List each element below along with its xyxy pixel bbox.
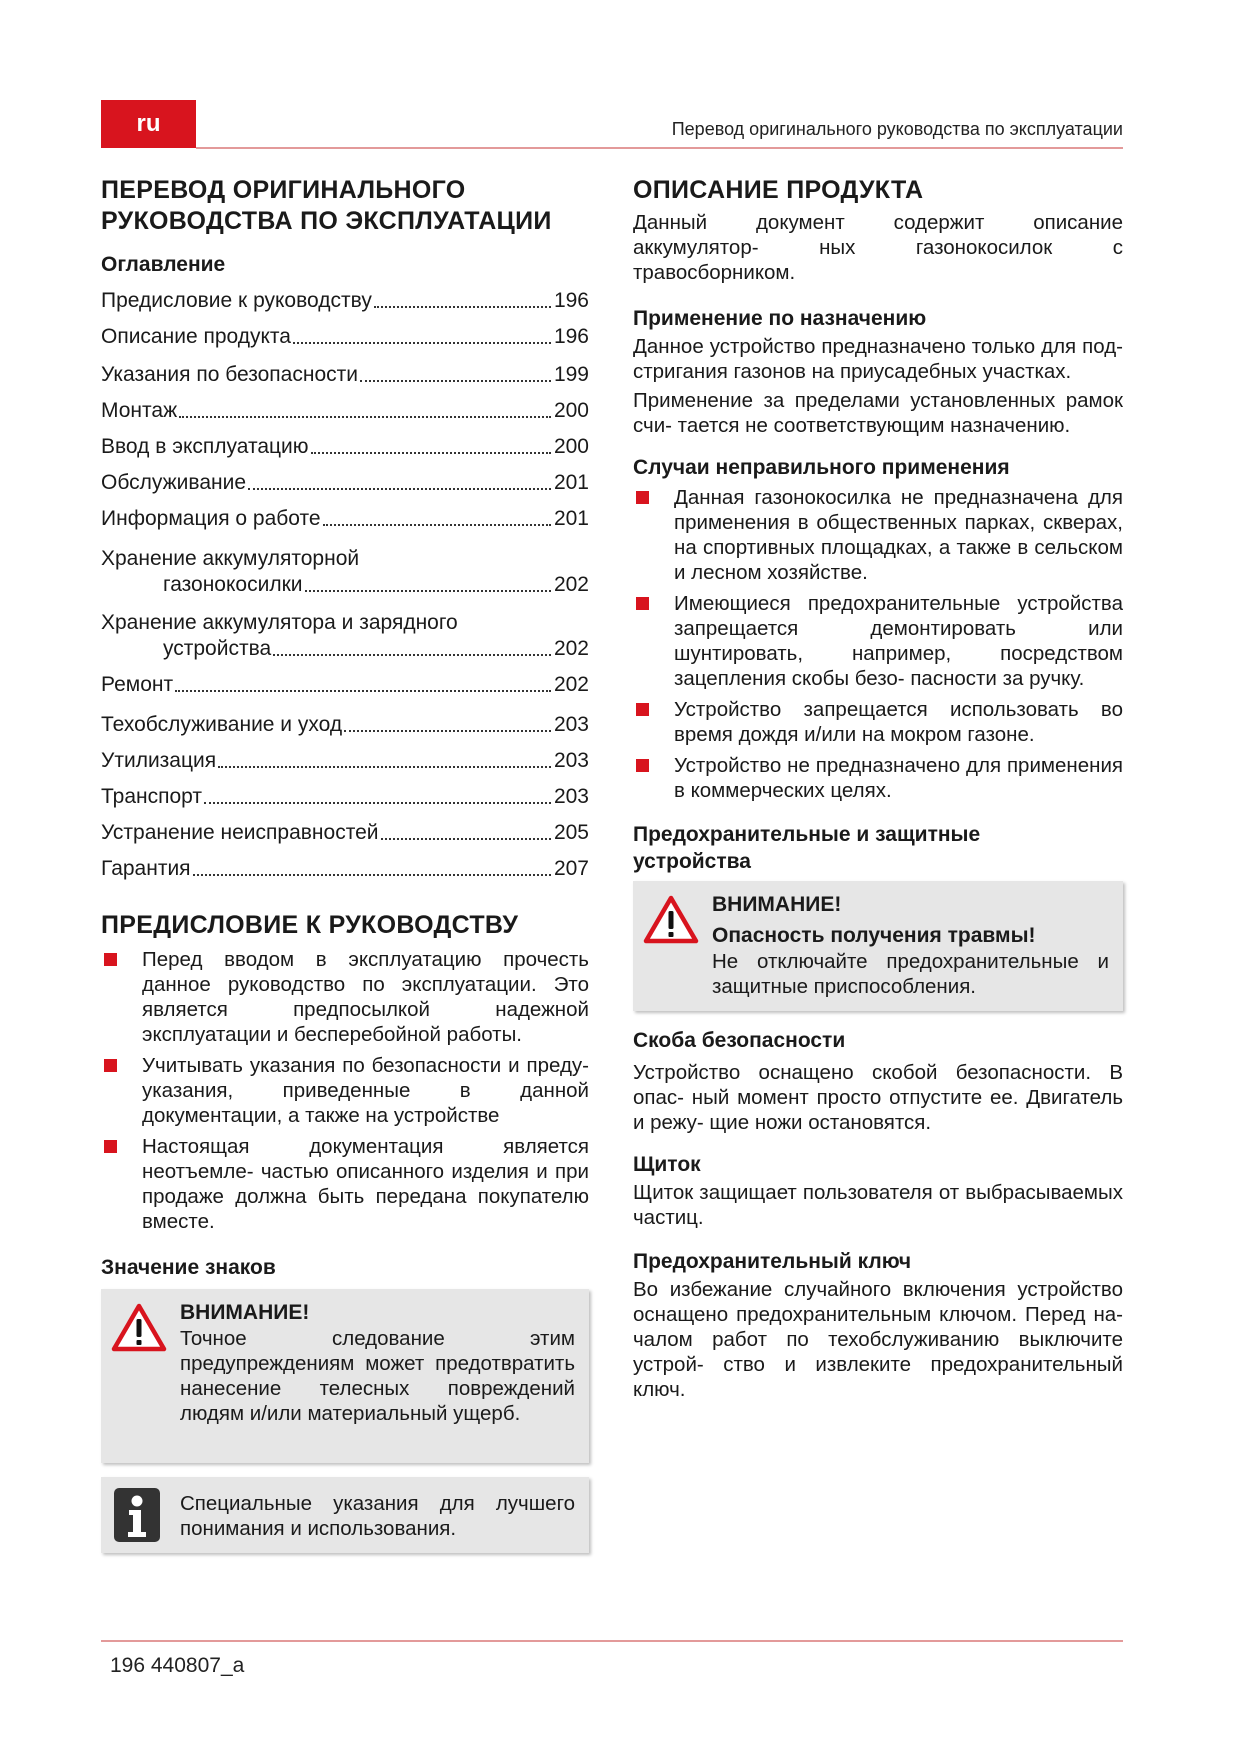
bullet-square-icon xyxy=(636,759,649,772)
toc-entry[interactable] xyxy=(101,398,589,424)
toc-entry-page: 201 xyxy=(553,471,589,494)
toc-leader xyxy=(381,838,551,840)
warning-triangle-icon xyxy=(111,1303,167,1358)
toc-leader xyxy=(175,690,551,692)
bullet-square-icon xyxy=(104,953,117,966)
toc-leader xyxy=(293,342,551,344)
list-item: Учитывать указания по безопасности и преду- указания, приведенные в данной документации, а также на устройстве xyxy=(101,1053,589,1128)
toc-entry-page: 202 xyxy=(553,573,589,596)
toc-entry-title: Описание продукта xyxy=(101,325,291,348)
signs-heading: Значение знаков xyxy=(101,1256,276,1279)
toc-entry-title: Предисловие к руководству xyxy=(101,289,372,312)
toc-entry-title: Техобслуживание и уход xyxy=(101,713,343,736)
toc-entry[interactable] xyxy=(101,470,589,496)
shield-text: Щиток защищает пользователя от выбрасываемых частиц. xyxy=(633,1181,1123,1229)
toc-entry-page: 202 xyxy=(553,637,589,660)
toc-entry-title: Устранение неисправностей xyxy=(101,821,379,844)
toc-entry[interactable] xyxy=(101,784,589,810)
toc-entry-page: 205 xyxy=(553,821,589,844)
list-item: Устройство запрещается использовать во время дождя и/или на мокром газоне. xyxy=(633,697,1123,747)
toc-entry-page: 196 xyxy=(553,325,589,348)
safety-key-text: Во избежание случайного включения устройство оснащено предохранительным ключом. Перед на- чалом работ по техобслуживанию выключите устрой- ство и извлеките предохранительный ключ. xyxy=(633,1278,1123,1401)
toc-entry-page: 207 xyxy=(553,857,589,880)
warning-title: ВНИМАНИЕ! xyxy=(712,893,842,916)
toc-entry-title: Ввод в эксплуатацию xyxy=(101,435,309,458)
toc-entry[interactable] xyxy=(101,610,589,662)
info-notice xyxy=(101,1477,589,1553)
toc-entry[interactable] xyxy=(101,748,589,774)
list-item: Данная газонокосилка не предназначена для применения в общественных парках, скверах, на спортивных площадках, а также в сельском и лесном хозяйстве. xyxy=(633,485,1123,585)
intended-use-text: Данное устройство предназначено только для под- стригания газонов на приусадебных участках. xyxy=(633,335,1123,383)
toc-leader xyxy=(323,524,551,526)
toc-entry-title-cont: устройства xyxy=(163,637,272,660)
list-item: Имеющиеся предохранительные устройства запрещается демонтировать или шунтировать, например, посредством зацепления скобы безо- пасности за ручку. xyxy=(633,591,1123,691)
safety-devices-heading-line2: устройства xyxy=(633,850,751,873)
toc-leader xyxy=(311,452,551,454)
toc-entry-page: 203 xyxy=(553,785,589,808)
toc-entry[interactable] xyxy=(101,546,589,598)
toc-entry-title: Хранение аккумулятора и зарядного xyxy=(101,611,458,634)
header-rule xyxy=(196,147,1123,149)
toc-entry-title: Обслуживание xyxy=(101,471,247,494)
running-title: Перевод оригинального руководства по эксплуатации xyxy=(671,119,1123,139)
toc-entry-title: Хранение аккумуляторной xyxy=(101,547,360,570)
bullet-square-icon xyxy=(636,703,649,716)
toc-entry-page: 200 xyxy=(553,435,589,458)
toc-leader xyxy=(374,306,551,308)
bullet-square-icon xyxy=(104,1059,117,1072)
toc-leader xyxy=(305,590,551,592)
list-item: Устройство не предназначено для применения в коммерческих целях. xyxy=(633,753,1123,803)
safety-devices-heading xyxy=(633,821,1123,875)
safety-key-heading: Предохранительный ключ xyxy=(633,1250,912,1273)
warning-title: ВНИМАНИЕ! xyxy=(180,1301,310,1324)
toc-entry[interactable] xyxy=(101,506,589,532)
toc-leader xyxy=(204,802,551,804)
injury-warning-notice xyxy=(633,881,1123,1011)
toc-entry-page: 200 xyxy=(553,399,589,422)
toc-leader xyxy=(344,730,551,732)
toc-entry[interactable] xyxy=(101,324,589,350)
main-title-line2: РУКОВОДСТВА ПО ЭКСПЛУАТАЦИИ xyxy=(101,207,552,235)
shield-heading: Щиток xyxy=(633,1153,701,1176)
toc-leader xyxy=(179,416,551,418)
footer-page-code: 196 440807_a xyxy=(110,1654,245,1677)
language-tab: ru xyxy=(101,100,196,148)
footer-rule xyxy=(101,1640,1123,1642)
product-title: ОПИСАНИЕ ПРОДУКТА xyxy=(633,176,924,204)
safety-bail-heading: Скоба безопасности xyxy=(633,1029,846,1052)
toc-entry-title: Гарантия xyxy=(101,857,191,880)
toc-entry-page: 202 xyxy=(553,673,589,696)
toc-entry-title: Ремонт xyxy=(101,673,174,696)
toc-entry-title: Утилизация xyxy=(101,749,217,772)
bullet-square-icon xyxy=(636,597,649,610)
main-title-line1: ПЕРЕВОД ОРИГИНАЛЬНОГО xyxy=(101,176,466,204)
product-text: Данный документ содержит описание аккумулятор- ных газонокосилок с травосборником. xyxy=(633,211,1123,284)
toc-entry-title-cont: газонокосилки xyxy=(163,573,303,596)
warning-text: Не отключайте предохранительные и защитные приспособления. xyxy=(712,950,1109,998)
left-column xyxy=(101,175,589,1553)
toc-entry-title: Указания по безопасности xyxy=(101,363,358,386)
bullet-square-icon xyxy=(636,491,649,504)
toc-entry-page: 199 xyxy=(553,363,589,386)
toc-leader xyxy=(248,488,551,490)
toc-entry[interactable] xyxy=(101,820,589,846)
warning-text: Точное следование этим предупреждениям может предотвратить нанесение телесных повреждений людям и/или материальный ущерб. xyxy=(180,1327,575,1425)
warning-triangle-icon xyxy=(643,895,699,950)
toc-entry-title: Монтаж xyxy=(101,399,178,422)
bullet-square-icon xyxy=(104,1140,117,1153)
toc-entry[interactable] xyxy=(101,434,589,460)
info-icon xyxy=(113,1487,161,1548)
toc-entry-page: 196 xyxy=(553,289,589,312)
toc-entry[interactable] xyxy=(101,288,589,314)
toc-leader xyxy=(218,766,551,768)
list-item: Настоящая документация является неотъемле- частью описанного изделия и при продаже должна быть передана покупателю вместе. xyxy=(101,1134,589,1234)
list-item: Перед вводом в эксплуатацию прочесть данное руководство по эксплуатации. Это является предпосылкой надежной эксплуатации и бесперебойной работы. xyxy=(101,947,589,1047)
toc-entry-title: Транспорт xyxy=(101,785,202,808)
preface-title: ПРЕДИСЛОВИЕ К РУКОВОДСТВУ xyxy=(101,911,519,939)
toc-entry-title: Информация о работе xyxy=(101,507,321,530)
info-text: Специальные указания для лучшего понимания и использования. xyxy=(180,1492,575,1540)
toc-entry-page: 203 xyxy=(553,749,589,772)
toc-leader xyxy=(273,654,551,656)
misuse-list xyxy=(633,485,1123,803)
table-of-contents xyxy=(101,288,589,882)
warning-notice xyxy=(101,1289,589,1463)
preface-list xyxy=(101,947,589,1234)
toc-leader xyxy=(193,874,551,876)
toc-leader xyxy=(360,380,551,382)
toc-entry-page: 203 xyxy=(553,713,589,736)
toc-entry[interactable] xyxy=(101,856,589,882)
safety-bail-text: Устройство оснащено скобой безопасности. В опас- ный момент просто отпустите ее. Двигатель и режу- щие ножи остановятся. xyxy=(633,1061,1123,1134)
toc-entry[interactable] xyxy=(101,712,589,738)
warning-subtitle: Опасность получения травмы! xyxy=(712,924,1036,947)
toc-heading: Оглавление xyxy=(101,253,226,276)
intended-use-text-2: Применение за пределами установленных рамок счи- тается не соответствующим назначению. xyxy=(633,389,1123,437)
right-column xyxy=(633,175,1123,1402)
toc-entry-page: 201 xyxy=(553,507,589,530)
safety-devices-heading-line1: Предохранительные и защитные xyxy=(633,823,981,846)
main-title xyxy=(101,175,589,237)
toc-entry[interactable] xyxy=(101,672,589,698)
toc-entry[interactable] xyxy=(101,362,589,388)
misuse-heading: Случаи неправильного применения xyxy=(633,456,1010,479)
intended-use-heading: Применение по назначению xyxy=(633,307,927,330)
